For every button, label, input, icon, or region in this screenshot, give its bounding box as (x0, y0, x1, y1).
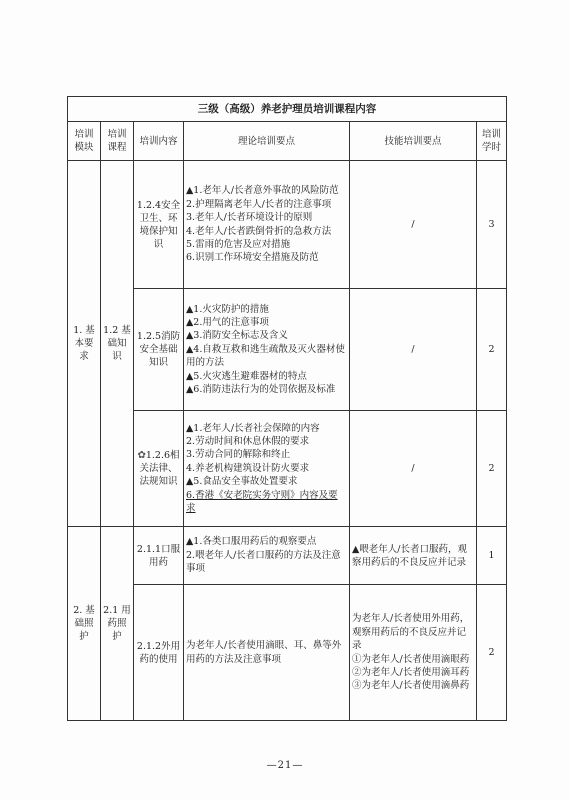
skill-cell: / (350, 411, 477, 527)
theory-point: ▲1.各类口服用药后的观察要点 (186, 536, 317, 548)
module-cell-basic-care: 2. 基础照护 (68, 527, 101, 721)
theory-point: ▲5.火灾逃生避难器材的特点 (186, 370, 307, 382)
theory-point: ▲1.火灾防护的措施 (186, 303, 269, 315)
content-cell: 2.1.1口服用药 (134, 527, 184, 585)
training-course-table (67, 96, 507, 721)
header-skill: 技能培训要点 (350, 122, 477, 161)
hours-cell: 3 (477, 161, 507, 289)
content-label: 1.2.6相关法律、法规知识 (139, 450, 180, 487)
theory-point: 为老年人/长者使用滴眼、耳、鼻等外用药的方法及注意事项 (186, 640, 342, 665)
theory-points-cell (184, 161, 350, 289)
header-content: 培训内容 (134, 122, 184, 161)
hours-cell: 2 (477, 585, 507, 721)
theory-point: 3.老年人/长者环境设计的原则 (186, 212, 313, 224)
table-row (68, 411, 507, 527)
table-row (68, 161, 507, 289)
header-hours: 培训学时 (477, 122, 507, 161)
theory-point: 6.识别工作环境安全措施及防范 (186, 252, 319, 264)
table-header-row (68, 122, 507, 161)
theory-point: 2.喂老年人/长者口服药的方法及注意事项 (186, 549, 341, 575)
content-cell: 2.1.2外用药的使用 (134, 585, 184, 721)
header-module: 培训模块 (68, 122, 101, 161)
content-cell: 1.2.5消防安全基础知识 (134, 289, 184, 411)
theory-point: ▲6.消防违法行为的处罚依据及标准 (186, 384, 336, 396)
theory-point: ▲1.老年人/长者意外事故的风险防范 (186, 185, 339, 197)
theory-point: ▲2.用气的注意事项 (186, 316, 269, 328)
header-theory: 理论培训要点 (184, 122, 350, 161)
theory-point-underlined: 6.香港《安老院实务守则》内容及要求 (186, 489, 338, 515)
course-cell-basic-knowledge: 1.2 基础知识 (101, 161, 134, 527)
hours-cell: 2 (477, 411, 507, 527)
table-row (68, 289, 507, 411)
theory-point: ▲1.老年人/长者社会保障的内容 (186, 422, 320, 434)
skill-cell (350, 585, 477, 721)
hours-cell: 1 (477, 527, 507, 585)
header-course: 培训课程 (101, 122, 134, 161)
skill-point: 为老年人/长者使用外用药，观察用药后的不良反应并记录 (352, 613, 470, 652)
theory-point: 4.养老机构建筑设计防火要求 (186, 462, 310, 474)
theory-points-cell (184, 585, 350, 721)
course-cell-medication-care: 2.1 用药照护 (101, 527, 134, 721)
skill-point: ①为老年人/长者使用滴眼药 (352, 653, 470, 665)
skill-cell: / (350, 289, 477, 411)
theory-points-cell (184, 411, 350, 527)
skill-point: ②为老年人/长者使用滴耳药 (352, 666, 470, 678)
theory-points-cell (184, 527, 350, 585)
theory-point: ▲5.食品安全事故处置要求 (186, 476, 298, 488)
module-cell-basic-requirements: 1. 基本要求 (68, 161, 101, 527)
table-row (68, 585, 507, 721)
theory-point: ▲4.自救互救和逃生疏散及灭火器材使用的方法 (186, 343, 345, 369)
content-cell (134, 411, 184, 527)
theory-point: 2.护理隔离老年人/长者的注意事项 (186, 198, 332, 210)
table-row (68, 527, 507, 585)
flower-mark-icon: ✿ (137, 450, 146, 461)
theory-points-cell (184, 289, 350, 411)
table-title: 三级（高级）养老护理员培训课程内容 (68, 97, 507, 122)
theory-point: 3.劳动合同的解除和终止 (186, 449, 291, 461)
skill-point: ③为老年人/长者使用滴鼻药 (352, 680, 470, 692)
skill-cell: ▲喂老年人/长者口服药，观察用药后的不良反应并记录 (350, 527, 477, 585)
content-cell: 1.2.4安全卫生、环境保护知识 (134, 161, 184, 289)
skill-cell: / (350, 161, 477, 289)
theory-point: 2.劳动时间和休息休假的要求 (186, 435, 310, 447)
theory-point: 4.老年人/长者跌倒骨折的急救方法 (186, 225, 332, 237)
page-number: —21— (266, 760, 304, 771)
hours-cell: 2 (477, 289, 507, 411)
theory-point: ▲3.消防安全标志及含义 (186, 330, 288, 342)
theory-point: 5.雷雨的危害及应对措施 (186, 238, 291, 250)
